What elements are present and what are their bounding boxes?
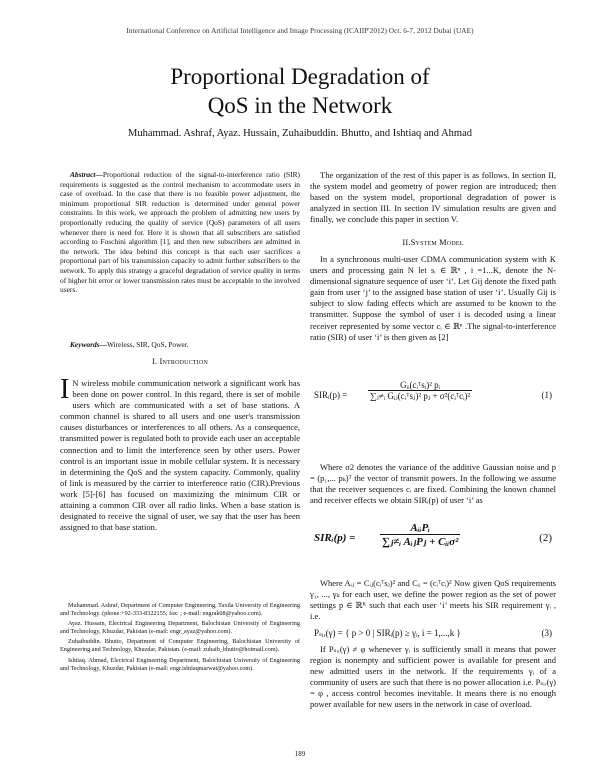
intro-dropcap: I	[60, 374, 70, 405]
eq1-denominator: ∑ⱼ≠ᵢ Gᵢⱼ(cᵢᵀsⱼ)² pⱼ + σ²(cᵢᵀcᵢ)²	[370, 391, 471, 401]
page-number: 189	[294, 750, 306, 758]
eq1-fraction	[368, 380, 472, 402]
intro-text-block	[60, 374, 300, 533]
abstract-text: Proportional reduction of the signal-to-interference ratio (SIR) requirements is suggested as the control mechanism to accommodate users in case of overload. In the case that there is no feasible power adjustment, the minimum proportional SIR reduction is determined under general power constraints. In this work, we approach the problem of admitting new users by proportionally reducing the quality of service (QoS) parameters of all users whenever there is need for. Here it is shown that all subscribers are satisfied according to Foschini algorithm [1], and then new subscribers are admitted in the network. The idea behind this concept is that each user sacrifices a proportional part of his transmission capacity to admit further subscribers to the network. To apply this strategy a graceful degradation of service quality in terms of higher bit error or lower transmission rates must be acceptable to the involved users.	[60, 170, 300, 295]
intro-heading-text: Introduction	[159, 357, 209, 366]
eq1-numerator: Gᵢᵢ(cᵢᵀsᵢ)² pᵢ	[368, 380, 472, 391]
title-line-1: Proportional Degradation of	[170, 64, 430, 89]
keywords	[60, 340, 300, 350]
abstract	[60, 170, 300, 295]
conference-header: International Conference on Artificial Intelligence and Image Processing (ICAIIP'2012) Oct. 6-7, 2012 Dubai (UAE)	[126, 26, 474, 35]
intro-heading-number: I.	[151, 357, 160, 366]
power-region-paragraph: Where Aᵢⱼ = Cᵢⱼ(cᵢᵀsⱼ)² and Cᵢᵢ = (cᵢᵀcᵢ)² Now given QoS requirements γ₁, ..., γₖ for each user, we define the power region as the set of power settings p ∈ ℝᴷ such that each user ‘i’ meets his SIR requirement γᵢ , i.e.	[310, 578, 556, 622]
eq2-lhs: SIRᵢ(p) =	[314, 532, 356, 544]
abstract-label: Abstract—	[70, 170, 103, 179]
noise-paragraph: Where σ2 denotes the variance of the additive Gaussian noise and p = (p₁,... pₖ)ᵀ the vector of transmit powers. In the following we assume that the receiver sequences cᵢ are fixed. Combining the known channel and receiver effects we obtain SIRᵢ(p) of user ‘i’ as	[310, 462, 556, 506]
section-2-heading	[310, 238, 556, 247]
keywords-label: Keywords—	[70, 340, 107, 349]
eq3-number: (3)	[541, 628, 552, 638]
eq2-numerator: AᵢᵢPᵢ	[380, 522, 460, 535]
eq1-number: (1)	[541, 390, 552, 400]
equation-1	[310, 380, 556, 414]
authors: Muhammad. Ashraf, Ayaz. Hussain, Zuhaibuddin. Bhutto, and Ishtiaq and Ahmad	[127, 128, 473, 139]
paper-title	[0, 62, 600, 120]
system-model-paragraph: In a synchronous multi-user CDMA communication system with K users and processing gain N let sᵢ ∈ ℝⁿ , i =1...K, denote the N-dimensional signature sequence of user ‘i’. Let Gij denote the fixed path gain from user ‘j’ to the assigned base station of user ‘i’. Usually Gij is subject to slow fading effects which are assumed to be known to the transmitter. Suppose the symbol of user i is decoded using a linear receiver represented by some vector cᵢ ∈ ℝⁿ .The signal-to-interference ratio (SIR) of user ‘i’ is then given as [2]	[310, 254, 556, 342]
organization-paragraph: The organization of the rest of this paper is as follows. In section II, the system model and geometry of power region are introduced; then based on the system model, proportional degradation of power is analyzed in section III. In section IV simulation results are given and finally, we conclude this paper in section V.	[310, 170, 556, 225]
access-control-paragraph: If Pₛᵢᵣ(γ) ≠ φ whenever γᵢ is sufficiently small it means that power region is nonempty and sufficient power is available for present and new admitted users in the network. If the requirements γᵢ of a community of users are such that there is no power allocation i.e. Pₛᵢᵣ(γ) = φ , access control becomes inevitable. It means there is no enough power available for new users in the network in case of overload.	[310, 644, 556, 710]
equation-2	[310, 522, 556, 556]
intro-text: N wireless mobile communication network a significant work has been done on power control. In this regard, there is set of mobile users which are communicated with a set of base stations. A common channel is shared to all users and one user's transmission causes disturbances or interferences to all others. As a consequence, transmitted power is regulated both to provide each user an acceptable connection and to limit the interference seen by other users. Power control is an important issue in mobile cellular system. It is necessary in determining the QoS and the system capacity. Commonly, quality of link is measured by the carrier to interference ratio (CIR).Previous work [5]-[6] has focused on maximizing the minimum CIR or attaining a common CIR over all radio links. When a base station is designated to receive the signal of user, we say that the user has been assigned to that base station.	[60, 378, 300, 533]
intro-heading	[60, 357, 300, 366]
equation-3	[310, 628, 556, 642]
eq2-fraction	[380, 522, 460, 548]
footnote-4: Ishtiaq. Ahmad, Electrical Engineering Department, Balochistan University of Engineering and Technology, Khuzdar, Pakistan (e-mail: engr.ishtiaqmarwat@yahoo.com).	[60, 656, 300, 672]
author-footnotes	[60, 602, 300, 675]
keywords-text: Wireless, SIR, QoS, Power.	[106, 340, 189, 349]
eq2-denominator: ∑ⱼ≠ᵢ AᵢⱼPⱼ + Cᵢᵢσ²	[382, 536, 459, 548]
eq3-body: Pₛᵢᵣ(γ) = { p > 0 | SIRᵢ(p) ≥ γᵢ, i = 1,...,k }	[314, 628, 461, 638]
section-2-number: II.	[402, 238, 411, 247]
eq2-number: (2)	[539, 532, 552, 544]
footnote-2: Ayaz. Hussain, Electrical Engineering Department, Balochistan University of Engineering and Technology, Khuzdar, Pakistan (e-mail: engr_ayaz@yahoo.com).	[60, 620, 300, 636]
section-2-title: System Model	[410, 238, 464, 247]
eq1-lhs: SIRᵢ(p) =	[314, 390, 348, 400]
title-line-2: QoS in the Network	[207, 93, 393, 118]
footnote-3: Zuhaibuddin. Bhutto, Department of Computer Engineering, Balochistan University of Engineering and Technology, Khuzdar, Pakistan. (e-mail: zuhaib_bhutto@hotmail.com).	[60, 638, 300, 654]
footnote-1: Muhammad. Ashraf, Department of Computer Engineering, Taxila University of Engineering and Technology. (phone:+92-333-8322155; fax: ; e-mail: engrak08@yahoo.com).	[60, 602, 300, 618]
